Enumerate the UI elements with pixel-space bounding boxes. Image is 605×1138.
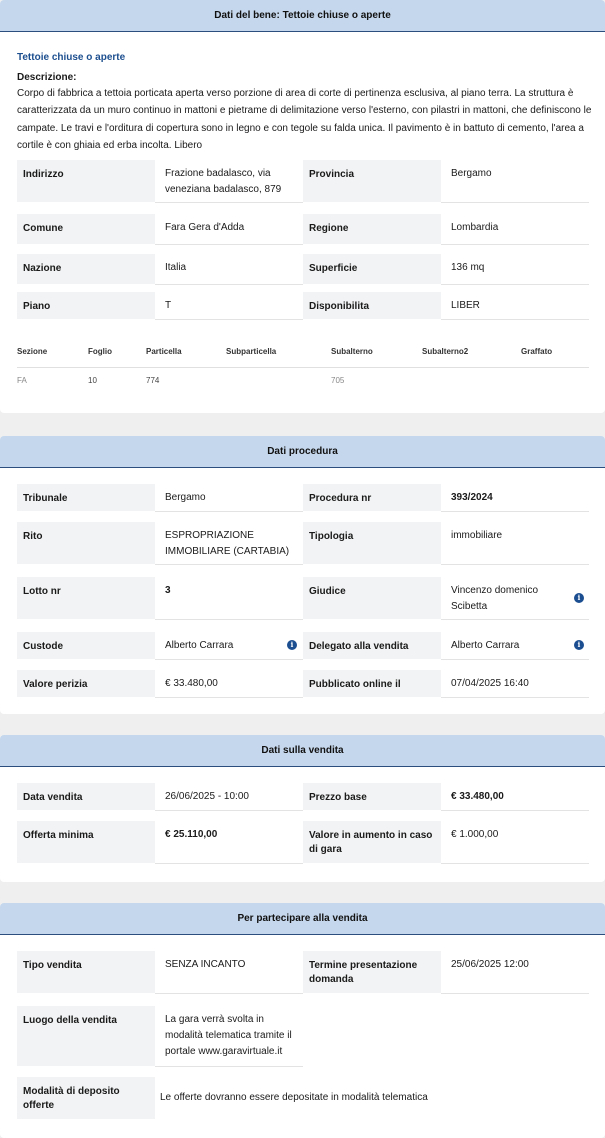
comune-value: Fara Gera d'Adda	[155, 214, 303, 245]
partecipare-card	[0, 903, 605, 1138]
tipologia-label: Tipologia	[303, 522, 441, 565]
procedura-header: Dati procedura	[0, 436, 605, 468]
bene-card	[0, 0, 605, 413]
provincia-label: Provincia	[303, 160, 441, 203]
prezzo-base-value: € 33.480,00	[441, 783, 589, 811]
indirizzo-label: Indirizzo	[17, 160, 155, 203]
provincia-value: Bergamo	[441, 160, 589, 203]
piano-value: T	[155, 292, 303, 320]
catasto-value-foglio: 10	[88, 376, 97, 385]
luogo-label: Luogo della vendita	[17, 1006, 155, 1067]
description-label: Descrizione:	[17, 72, 77, 83]
disponibilita-label: Disponibilita	[303, 292, 441, 320]
vendita-header: Dati sulla vendita	[0, 735, 605, 767]
vendita-card	[0, 735, 605, 882]
description-text: Corpo di fabbrica a tettoia porticata aperta verso porzione di area di corte di pertinenza esclusiva, al piano terra. La struttura è caratterizzata da un muro continuo in mattoni e pietrame di delimitazione verso l'esterno, con pilastri in mattoni, che definiscono le campate. Le travi e l'orditura di copertura sono in legno e con tegole su falda unica. Il pavimento è in battuto di cemento, l'area a cortile è con ghiaia ed erba incolta. Libero	[17, 88, 592, 151]
catasto-header-foglio: Foglio	[88, 347, 112, 356]
aumento-value: € 1.000,00	[441, 821, 589, 864]
catasto-header-graffato: Graffato	[521, 347, 553, 356]
disponibilita-value: LIBER	[441, 292, 589, 320]
termine-label: Termine presentazione domanda	[303, 951, 441, 994]
rito-label: Rito	[17, 522, 155, 565]
lotto-value: 3	[155, 577, 303, 620]
superficie-label: Superficie	[303, 254, 441, 285]
nazione-label: Nazione	[17, 254, 155, 285]
perizia-value: € 33.480,00	[155, 670, 303, 698]
giudice-value: Vincenzo domenico Scibetta	[441, 577, 589, 620]
data-vendita-label: Data vendita	[17, 783, 155, 811]
tipologia-value: immobiliare	[441, 522, 589, 565]
catasto-value-sezione: FA	[17, 376, 27, 385]
comune-label: Comune	[17, 214, 155, 245]
regione-value: Lombardia	[441, 214, 589, 245]
superficie-value: 136 mq	[441, 254, 589, 285]
delegato-info-icon[interactable]: i	[574, 640, 584, 650]
data-vendita-value: 26/06/2025 - 10:00	[155, 783, 303, 811]
procedura-nr-label: Procedura nr	[303, 484, 441, 512]
piano-label: Piano	[17, 292, 155, 320]
regione-label: Regione	[303, 214, 441, 245]
offerta-minima-label: Offerta minima	[17, 821, 155, 864]
offerta-minima-value: € 25.110,00	[155, 821, 303, 864]
pubblicato-value: 07/04/2025 16:40	[441, 670, 589, 698]
partecipare-header: Per partecipare alla vendita	[0, 903, 605, 935]
bene-title-link[interactable]: Tettoie chiuse o aperte	[17, 52, 126, 63]
catasto-header-particella: Particella	[146, 347, 182, 356]
catasto-header-sezione: Sezione	[17, 347, 48, 356]
catasto-value-particella: 774	[146, 376, 160, 385]
bene-header: Dati del bene: Tettoie chiuse o aperte	[0, 0, 605, 32]
procedura-card	[0, 436, 605, 714]
lotto-label: Lotto nr	[17, 577, 155, 620]
perizia-label: Valore perizia	[17, 670, 155, 698]
custode-value: Alberto Carrara	[155, 632, 303, 660]
termine-value: 25/06/2025 12:00	[441, 951, 589, 994]
prezzo-base-label: Prezzo base	[303, 783, 441, 811]
giudice-info-icon[interactable]: i	[574, 593, 584, 603]
pubblicato-label: Pubblicato online il	[303, 670, 441, 698]
delegato-value: Alberto Carrara	[441, 632, 589, 660]
custode-label: Custode	[17, 632, 155, 660]
tribunale-value: Bergamo	[155, 484, 303, 512]
aumento-label: Valore in aumento in caso di gara	[303, 821, 441, 864]
procedura-nr-value: 393/2024	[441, 484, 589, 512]
catasto-header-subalterno: Subalterno	[331, 347, 373, 356]
custode-info-icon[interactable]: i	[287, 640, 297, 650]
deposito-label: Modalità di deposito offerte	[17, 1077, 155, 1120]
catasto-value-subalterno: 705	[331, 376, 345, 385]
rito-value: ESPROPRIAZIONE IMMOBILIARE (CARTABIA)	[155, 522, 303, 565]
luogo-value: La gara verrà svolta in modalità telematica tramite il portale www.garavirtuale.it	[155, 1006, 303, 1067]
tribunale-label: Tribunale	[17, 484, 155, 512]
tipo-vendita-value: SENZA INCANTO	[155, 951, 303, 994]
giudice-label: Giudice	[303, 577, 441, 620]
nazione-value: Italia	[155, 254, 303, 285]
tipo-vendita-label: Tipo vendita	[17, 951, 155, 994]
indirizzo-value: Frazione badalasco, via veneziana badalasco, 879	[155, 160, 303, 203]
deposito-value: Le offerte dovranno essere depositate in modalità telematica	[160, 1092, 428, 1103]
catasto-header-subalterno2: Subalterno2	[422, 347, 469, 356]
catasto-header-subparticella: Subparticella	[226, 347, 277, 356]
delegato-label: Delegato alla vendita	[303, 632, 441, 660]
catasto-divider	[17, 367, 589, 368]
